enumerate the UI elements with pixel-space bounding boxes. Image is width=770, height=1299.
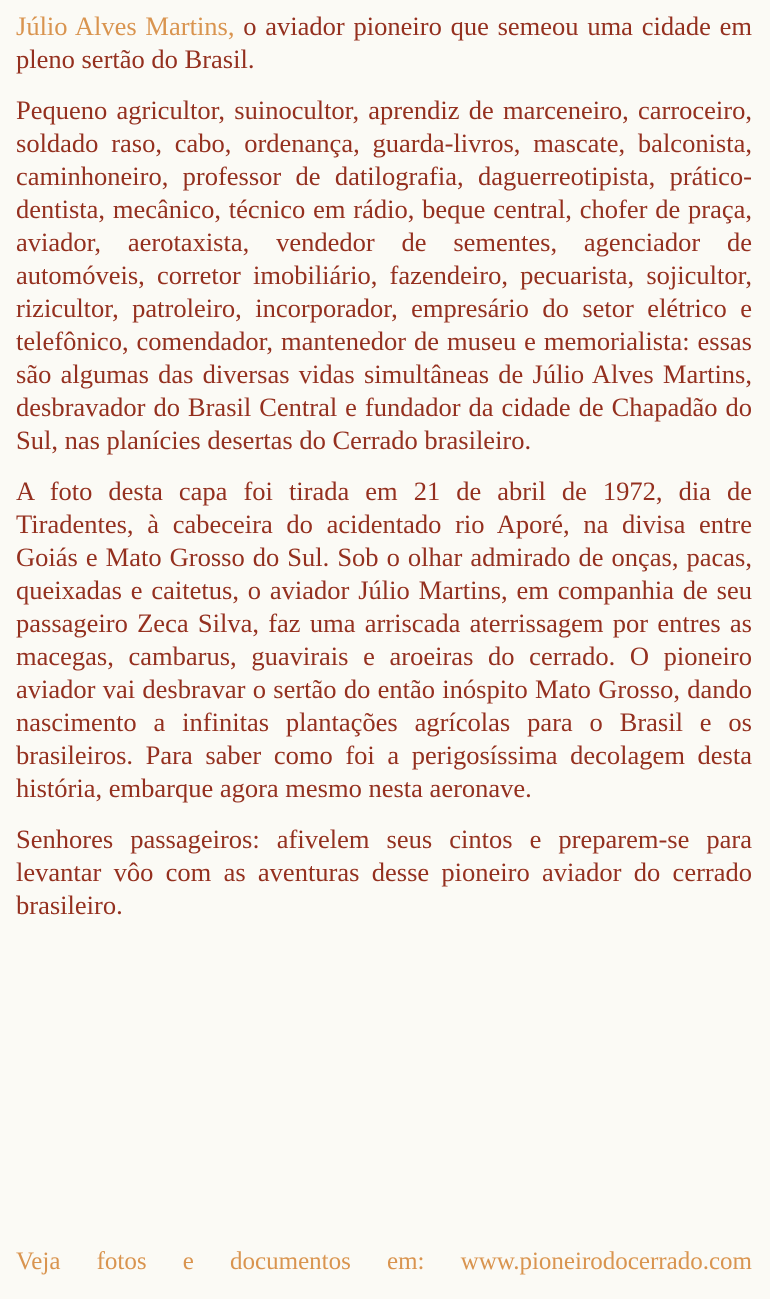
author-name-highlight: Júlio Alves Martins, [16,11,235,41]
website-footer: Veja fotos e documentos em: www.pioneirodocerrado.com [16,1248,752,1275]
intro-paragraph [16,10,752,76]
biography-paragraph: Pequeno agricultor, suinocultor, aprendiz de marceneiro, carroceiro, soldado raso, cabo, ordenança, guarda-livros, mascate, balconista, caminhoneiro, professor de datilografia, daguerreotipista, prático-dentista, mecânico, técnico em rádio, beque central, chofer de praça, aviador, aerotaxista, vendedor de sementes, agenciador de automóveis, corretor imobiliário, fazendeiro, pecuarista, sojicultor, rizicultor, patroleiro, incorporador, empresário do setor elétrico e telefônico, comendador, mantenedor de museu e memorialista: essas são algumas das diversas vidas simultâneas de Júlio Alves Martins, desbravador do Brasil Central e fundador da cidade de Chapadão do Sul, nas planícies desertas do Cerrado brasileiro. [16,95,752,455]
intro-text: o aviador pioneiro que semeou uma cidade em pleno sertão do Brasil. [16,11,752,74]
closing-paragraph: Senhores passageiros: afivelem seus cintos e preparem-se para levantar vôo com as aventuras desse pioneiro aviador do cerrado brasileiro. [16,824,752,920]
cover-photo-paragraph: A foto desta capa foi tirada em 21 de abril de 1972, dia de Tiradentes, à cabeceira do acidentado rio Aporé, na divisa entre Goiás e Mato Grosso do Sul. Sob o olhar admirado de onças, pacas, queixadas e caitetus, o aviador Júlio Martins, em companhia de seu passageiro Zeca Silva, faz uma arriscada aterrissagem por entres as macegas, cambarus, guavirais e aroeiras do cerrado. O pioneiro aviador vai desbravar o sertão do então inóspito Mato Grosso, dando nascimento a infinitas plantações agrícolas para o Brasil e os brasileiros. Para saber como foi a perigosíssima decolagem desta história, embarque agora mesmo nesta aeronave. [16,476,752,803]
